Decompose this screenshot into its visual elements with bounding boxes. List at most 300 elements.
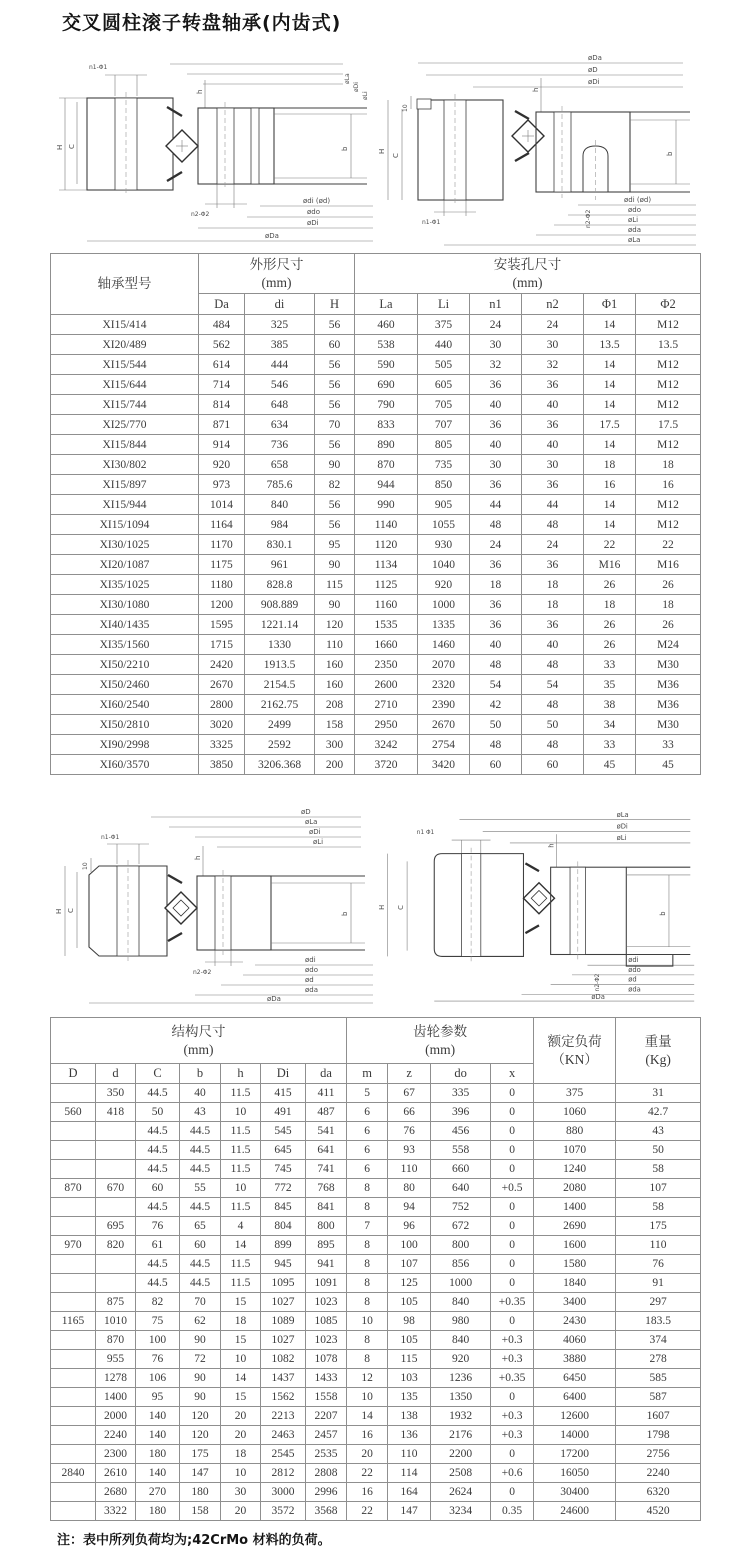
dim-label-d: ød: [305, 976, 314, 984]
col-header-h: h: [221, 1064, 261, 1084]
cell-La: 944: [355, 475, 418, 495]
cell-d: 2300: [96, 1445, 136, 1464]
cell-C: 100: [136, 1331, 180, 1350]
header-outer-dims-label: 外形尺寸: [249, 256, 304, 272]
bearing-outline: [89, 860, 365, 962]
cell-di: 444: [245, 355, 315, 375]
cell-z: 136: [388, 1426, 431, 1445]
cell-H: 70: [315, 415, 355, 435]
cell-model: XI35/1560: [51, 635, 199, 655]
cell-Di: 645: [261, 1141, 306, 1160]
cell-d: 870: [96, 1331, 136, 1350]
cell-h: 14: [221, 1369, 261, 1388]
table-row: [51, 315, 701, 335]
cell-b: 44.5: [180, 1141, 221, 1160]
overall-dimensions-table: [50, 253, 701, 775]
cell-da: 2207: [306, 1407, 347, 1426]
cell-Da: 871: [199, 415, 245, 435]
cell-C: 106: [136, 1369, 180, 1388]
cell-H: 160: [315, 655, 355, 675]
cell-Da: 1175: [199, 555, 245, 575]
cell-m: 14: [347, 1407, 388, 1426]
dim-label-h: h: [547, 843, 556, 848]
cell-di: 385: [245, 335, 315, 355]
cell-phi2: 18: [636, 455, 701, 475]
cell-m: 20: [347, 1445, 388, 1464]
table-row: [51, 1141, 701, 1160]
dim-label-n2: n2-Φ2: [193, 969, 212, 976]
dim-label-D: øD: [301, 808, 311, 816]
cell-Da: 914: [199, 435, 245, 455]
cell-do: 1350: [431, 1388, 491, 1407]
cell-z: 105: [388, 1293, 431, 1312]
cell-x: 0: [491, 1103, 534, 1122]
col-header-d: d: [96, 1064, 136, 1084]
cell-Li: 1055: [418, 515, 470, 535]
cell-Da: 2800: [199, 695, 245, 715]
dim-label-h: h: [196, 89, 204, 94]
cell-da: 641: [306, 1141, 347, 1160]
table-row: [51, 475, 701, 495]
cell-load: 1240: [534, 1160, 616, 1179]
cell-Da: 1170: [199, 535, 245, 555]
col-header-phi1: Φ1: [584, 294, 636, 315]
cell-C: 44.5: [136, 1198, 180, 1217]
table-row: [51, 1198, 701, 1217]
cell-model: XI60/2540: [51, 695, 199, 715]
cell-Li: 705: [418, 395, 470, 415]
cell-z: 103: [388, 1369, 431, 1388]
cell-La: 1134: [355, 555, 418, 575]
dim-label-Da: øDa: [588, 54, 602, 62]
cell-da: 1091: [306, 1274, 347, 1293]
cell-Li: 605: [418, 375, 470, 395]
cell-model: XI30/802: [51, 455, 199, 475]
dim-label-n2: n2-Φ2: [585, 209, 592, 228]
cell-n1: 36: [470, 475, 522, 495]
cell-n1: 50: [470, 715, 522, 735]
cell-n1: 42: [470, 695, 522, 715]
cell-D: [51, 1141, 96, 1160]
cell-b: 90: [180, 1388, 221, 1407]
cell-H: 56: [315, 375, 355, 395]
cell-m: 10: [347, 1388, 388, 1407]
cell-di: 1913.5: [245, 655, 315, 675]
cell-phi2: M36: [636, 675, 701, 695]
cell-load: 24600: [534, 1502, 616, 1521]
cell-z: 67: [388, 1084, 431, 1103]
cell-z: 114: [388, 1464, 431, 1483]
dim-label-H: H: [378, 904, 386, 910]
table-row: [51, 1084, 701, 1103]
cell-da: 2996: [306, 1483, 347, 1502]
cell-phi2: M12: [636, 375, 701, 395]
cell-phi2: M16: [636, 555, 701, 575]
cell-n2: 36: [522, 555, 584, 575]
cell-La: 1140: [355, 515, 418, 535]
cell-m: 8: [347, 1179, 388, 1198]
dim-label-b: b: [666, 151, 674, 156]
cell-phi1: 18: [584, 595, 636, 615]
cell-n1: 48: [470, 735, 522, 755]
cell-phi2: 45: [636, 755, 701, 775]
cell-b: 44.5: [180, 1198, 221, 1217]
cell-load: 6400: [534, 1388, 616, 1407]
col-header-La: La: [355, 294, 418, 315]
cell-di: 840: [245, 495, 315, 515]
cell-C: 95: [136, 1388, 180, 1407]
cell-D: [51, 1331, 96, 1350]
cell-Li: 375: [418, 315, 470, 335]
cell-da: 2535: [306, 1445, 347, 1464]
cell-do: 640: [431, 1179, 491, 1198]
dim-label-Di: øDi: [588, 78, 600, 86]
cell-da: 541: [306, 1122, 347, 1141]
cell-x: 0: [491, 1483, 534, 1502]
cell-C: 44.5: [136, 1122, 180, 1141]
cell-H: 56: [315, 355, 355, 375]
dim-label-10: 10: [82, 862, 89, 870]
table-row: [51, 655, 701, 675]
cell-x: 0: [491, 1084, 534, 1103]
cell-D: 970: [51, 1236, 96, 1255]
cell-h: 20: [221, 1426, 261, 1445]
cell-weight: 374: [616, 1331, 701, 1350]
cell-H: 90: [315, 555, 355, 575]
dim-label-n1: n1-Φ1: [422, 219, 441, 226]
cell-m: 6: [347, 1122, 388, 1141]
cell-Di: 491: [261, 1103, 306, 1122]
cell-load: 1400: [534, 1198, 616, 1217]
cell-n1: 30: [470, 335, 522, 355]
cell-d: [96, 1198, 136, 1217]
cell-phi2: 26: [636, 615, 701, 635]
cell-x: 0: [491, 1160, 534, 1179]
dim-label-Di: øDi: [616, 822, 628, 831]
cell-Li: 1335: [418, 615, 470, 635]
cell-La: 790: [355, 395, 418, 415]
dimension-lines: [59, 64, 373, 241]
cell-C: 180: [136, 1502, 180, 1521]
cell-Li: 930: [418, 535, 470, 555]
cell-n2: 24: [522, 315, 584, 335]
cell-d: 1278: [96, 1369, 136, 1388]
header-structure-dims: [51, 1018, 347, 1064]
cell-n1: 44: [470, 495, 522, 515]
cell-b: 44.5: [180, 1255, 221, 1274]
cell-z: 98: [388, 1312, 431, 1331]
cell-Li: 1460: [418, 635, 470, 655]
col-header-di: di: [245, 294, 315, 315]
cell-n2: 36: [522, 375, 584, 395]
cell-model: XI15/1094: [51, 515, 199, 535]
cell-phi1: 26: [584, 575, 636, 595]
cell-Di: 1082: [261, 1350, 306, 1369]
cell-La: 590: [355, 355, 418, 375]
cell-h: 15: [221, 1331, 261, 1350]
cell-n1: 40: [470, 395, 522, 415]
cell-z: 110: [388, 1160, 431, 1179]
cell-di: 648: [245, 395, 315, 415]
cell-n1: 40: [470, 435, 522, 455]
cell-x: +0.3: [491, 1407, 534, 1426]
cell-Da: 3325: [199, 735, 245, 755]
cell-z: 80: [388, 1179, 431, 1198]
cell-d: [96, 1122, 136, 1141]
cell-do: 3234: [431, 1502, 491, 1521]
cell-H: 115: [315, 575, 355, 595]
cell-weight: 76: [616, 1255, 701, 1274]
col-header-z: z: [388, 1064, 431, 1084]
table-row: [51, 375, 701, 395]
cell-D: [51, 1084, 96, 1103]
cell-n1: 36: [470, 415, 522, 435]
cell-weight: 107: [616, 1179, 701, 1198]
page-title: 交叉圆柱滚子转盘轴承(内齿式): [62, 12, 342, 34]
cell-phi2: M12: [636, 355, 701, 375]
cell-Di: 2545: [261, 1445, 306, 1464]
table-row: [51, 1255, 701, 1274]
table-row: [51, 1217, 701, 1236]
cell-da: 1023: [306, 1331, 347, 1350]
bearing-outline: [434, 848, 690, 966]
cell-n2: 36: [522, 475, 584, 495]
cell-h: 4: [221, 1217, 261, 1236]
cell-b: 147: [180, 1464, 221, 1483]
cell-n2: 50: [522, 715, 584, 735]
cell-phi1: 33: [584, 655, 636, 675]
cell-z: 105: [388, 1331, 431, 1350]
dim-label-La: øLa: [344, 73, 351, 84]
cell-phi1: M16: [584, 555, 636, 575]
cell-D: 870: [51, 1179, 96, 1198]
cell-h: 20: [221, 1502, 261, 1521]
dim-label-h: h: [532, 87, 540, 92]
cell-n2: 48: [522, 515, 584, 535]
cell-load: 30400: [534, 1483, 616, 1502]
cell-z: 66: [388, 1103, 431, 1122]
cell-weight: 58: [616, 1160, 701, 1179]
cell-load: 2690: [534, 1217, 616, 1236]
cell-H: 95: [315, 535, 355, 555]
cell-Da: 2670: [199, 675, 245, 695]
cell-Da: 973: [199, 475, 245, 495]
cell-C: 76: [136, 1217, 180, 1236]
table-row: [51, 455, 701, 475]
cell-weight: 585: [616, 1369, 701, 1388]
header-outer-dims-unit: (mm): [261, 274, 292, 290]
cell-D: [51, 1255, 96, 1274]
cell-D: [51, 1293, 96, 1312]
cell-da: 2457: [306, 1426, 347, 1445]
cell-do: 980: [431, 1312, 491, 1331]
cell-load: 12600: [534, 1407, 616, 1426]
cell-m: 8: [347, 1274, 388, 1293]
dim-label-n1: n1 Φ1: [416, 830, 435, 837]
cell-do: 335: [431, 1084, 491, 1103]
cell-H: 82: [315, 475, 355, 495]
cell-z: 147: [388, 1502, 431, 1521]
table-row: [51, 615, 701, 635]
cell-load: 1600: [534, 1236, 616, 1255]
cell-Li: 1000: [418, 595, 470, 615]
cell-n1: 54: [470, 675, 522, 695]
cell-do: 1000: [431, 1274, 491, 1293]
cell-di: 1221.14: [245, 615, 315, 635]
bearing-outline: [417, 94, 690, 206]
header-outer-dims: [199, 254, 355, 294]
cell-x: 0.35: [491, 1502, 534, 1521]
cell-n2: 48: [522, 655, 584, 675]
dim-label-C: C: [397, 905, 406, 910]
cell-model: XI15/944: [51, 495, 199, 515]
dim-label-C: C: [68, 144, 76, 149]
cell-x: 0: [491, 1255, 534, 1274]
cell-Di: 1089: [261, 1312, 306, 1331]
header-structure-label: 结构尺寸: [171, 1023, 226, 1039]
cell-b: 43: [180, 1103, 221, 1122]
cell-d: [96, 1160, 136, 1179]
cell-La: 833: [355, 415, 418, 435]
cell-phi1: 17.5: [584, 415, 636, 435]
cell-h: 10: [221, 1350, 261, 1369]
cell-phi1: 18: [584, 455, 636, 475]
cell-load: 14000: [534, 1426, 616, 1445]
cell-z: 94: [388, 1198, 431, 1217]
cell-weight: 4520: [616, 1502, 701, 1521]
cell-load: 3400: [534, 1293, 616, 1312]
cell-weight: 42.7: [616, 1103, 701, 1122]
dim-label-Di: øDi: [307, 219, 319, 227]
dim-label-Da: øDa: [265, 232, 279, 240]
cell-Da: 3020: [199, 715, 245, 735]
cell-n1: 60: [470, 755, 522, 775]
cell-phi2: 33: [636, 735, 701, 755]
cell-n2: 40: [522, 435, 584, 455]
cell-di: 634: [245, 415, 315, 435]
cell-La: 1660: [355, 635, 418, 655]
cell-C: 82: [136, 1293, 180, 1312]
cell-phi2: M12: [636, 495, 701, 515]
dim-label-b: b: [341, 146, 349, 151]
cell-load: 2080: [534, 1179, 616, 1198]
cell-x: +0.3: [491, 1426, 534, 1445]
col-header-C: C: [136, 1064, 180, 1084]
dim-label-H: H: [55, 908, 63, 914]
dim-label-n1: n1-Φ1: [101, 834, 120, 841]
cell-Di: 545: [261, 1122, 306, 1141]
table-row: [51, 1483, 701, 1502]
cell-di: 785.6: [245, 475, 315, 495]
cell-z: 110: [388, 1445, 431, 1464]
cell-H: 90: [315, 595, 355, 615]
cell-d: [96, 1141, 136, 1160]
col-header-phi2: Φ2: [636, 294, 701, 315]
cell-Li: 1040: [418, 555, 470, 575]
table-row: [51, 755, 701, 775]
cell-da: 941: [306, 1255, 347, 1274]
cell-m: 8: [347, 1255, 388, 1274]
table-row: [51, 1179, 701, 1198]
header-mount-dims-label: 安装孔尺寸: [493, 256, 562, 272]
cell-do: 752: [431, 1198, 491, 1217]
cell-Di: 3572: [261, 1502, 306, 1521]
col-header-x: x: [491, 1064, 534, 1084]
cell-La: 3720: [355, 755, 418, 775]
cell-h: 10: [221, 1179, 261, 1198]
cell-da: 1433: [306, 1369, 347, 1388]
cell-x: 0: [491, 1122, 534, 1141]
cell-Li: 2754: [418, 735, 470, 755]
dim-label-La: øLa: [305, 818, 318, 826]
cell-do: 856: [431, 1255, 491, 1274]
cell-x: +0.3: [491, 1331, 534, 1350]
cell-Di: 3000: [261, 1483, 306, 1502]
header-gear-label: 齿轮参数: [413, 1023, 468, 1039]
cell-La: 690: [355, 375, 418, 395]
cell-phi1: 33: [584, 735, 636, 755]
figure-row-middle: [55, 806, 700, 1008]
cell-da: 1558: [306, 1388, 347, 1407]
cell-di: 325: [245, 315, 315, 335]
header-model: 轴承型号: [51, 254, 199, 315]
cell-h: 14: [221, 1236, 261, 1255]
cell-do: 2176: [431, 1426, 491, 1445]
cell-phi2: 18: [636, 595, 701, 615]
cell-phi2: 13.5: [636, 335, 701, 355]
cell-load: 1580: [534, 1255, 616, 1274]
cell-model: XI40/1435: [51, 615, 199, 635]
cell-phi2: M12: [636, 435, 701, 455]
cell-n1: 48: [470, 515, 522, 535]
cell-Li: 440: [418, 335, 470, 355]
cell-H: 160: [315, 675, 355, 695]
cell-n1: 40: [470, 635, 522, 655]
cell-b: 44.5: [180, 1274, 221, 1293]
dim-label-di: ødi (ød): [624, 196, 652, 204]
cell-da: 768: [306, 1179, 347, 1198]
cell-Di: 1027: [261, 1331, 306, 1350]
cell-n2: 30: [522, 335, 584, 355]
header-mount-dims-unit: (mm): [512, 274, 543, 290]
col-header-H: H: [315, 294, 355, 315]
table-row: [51, 1293, 701, 1312]
cell-D: [51, 1122, 96, 1141]
table-row: [51, 1426, 701, 1445]
cell-Da: 1164: [199, 515, 245, 535]
cell-Da: 714: [199, 375, 245, 395]
cell-La: 3242: [355, 735, 418, 755]
cell-m: 12: [347, 1369, 388, 1388]
cell-phi2: 26: [636, 575, 701, 595]
cell-m: 8: [347, 1198, 388, 1217]
cell-C: 76: [136, 1350, 180, 1369]
cell-H: 56: [315, 435, 355, 455]
cell-b: 44.5: [180, 1122, 221, 1141]
header-weight-unit: (Kg): [645, 1051, 671, 1067]
cell-C: 44.5: [136, 1274, 180, 1293]
cell-m: 16: [347, 1483, 388, 1502]
cell-m: 22: [347, 1502, 388, 1521]
cell-D: [51, 1388, 96, 1407]
cell-d: 2240: [96, 1426, 136, 1445]
cell-weight: 2756: [616, 1445, 701, 1464]
cell-Li: 850: [418, 475, 470, 495]
header-rated-load: [534, 1018, 616, 1084]
cell-D: [51, 1369, 96, 1388]
dim-label-n2: n2-Φ2: [191, 211, 210, 218]
table-row: [51, 435, 701, 455]
